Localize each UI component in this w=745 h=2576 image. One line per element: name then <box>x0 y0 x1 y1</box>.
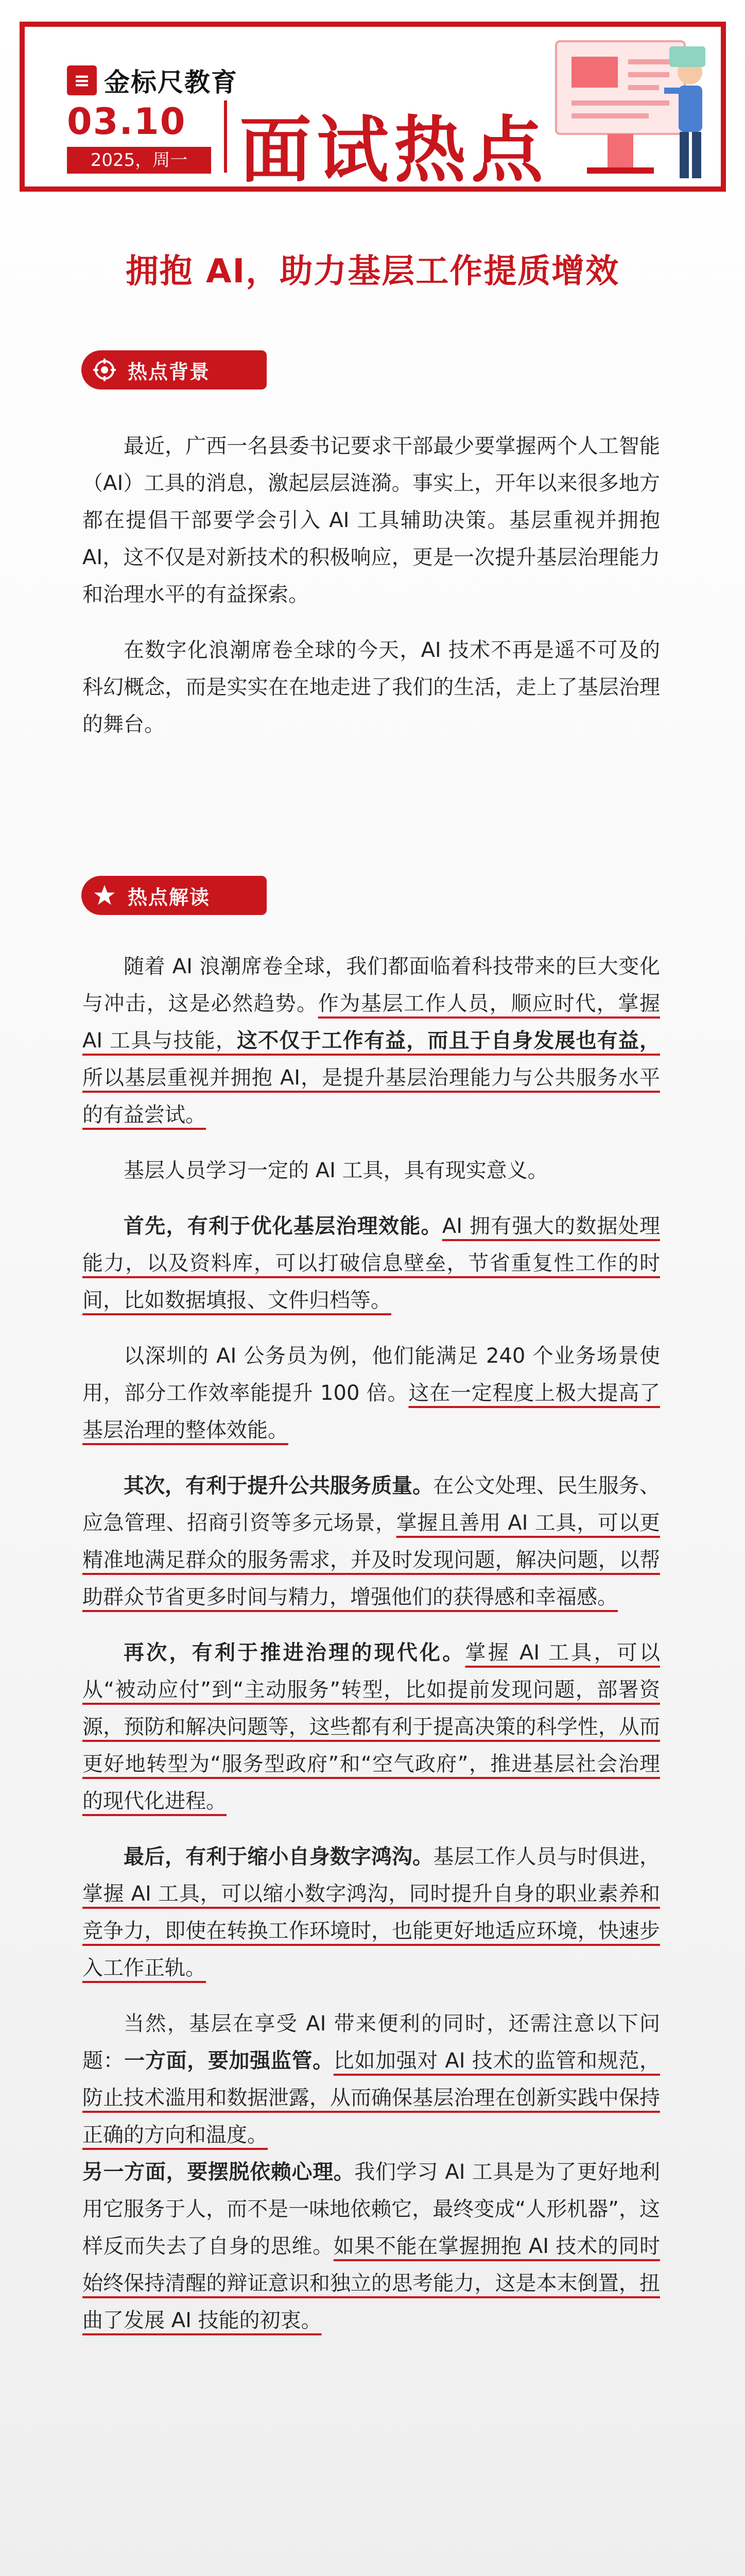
underlined-text: 这在一定程度上极大提高了基层治理的整体效能。 <box>82 1381 661 1442</box>
background-paragraph: 在数字化浪潮席卷全球的今天，AI 技术不再是遥不可及的科幻概念，而是实实在在地走进了我们的生活，走上了基层治理的舞台。 <box>82 638 660 736</box>
text-run: 基层工作人员与时俱进， <box>433 1845 661 1869</box>
article-title: 拥抱 AI，助力基层工作提质增效 <box>125 252 620 291</box>
underlined-text: 所以基层重视并拥抱 AI，是提升基层治理能力与公共服务水平的有益尝试。 <box>82 1066 660 1127</box>
bold-lead: 再次，有利于推进治理的现代化。 <box>124 1641 465 1665</box>
bold-underlined-text: 这不仅于工作有益，而且于自身发展也有益， <box>237 1029 661 1053</box>
analysis-paragraph <box>82 1337 660 1449</box>
underlined-text: 如果不能在掌握拥抱 AI 技术的同时始终保持清醒的辩证意识和独立的思考能力，这是本末倒置，扭曲了发展 AI 技能的初衷。 <box>82 2234 661 2332</box>
analysis-paragraph <box>82 2005 660 2154</box>
issue-date-sub: 2025，周一 <box>67 147 211 174</box>
section-tag-analysis <box>81 876 267 915</box>
underlined-text: 掌握且善用 AI 工具，可以更精准地满足群众的服务需求，并及时发现问题，解决问题，以帮助群众节省更多时间与精力，增强他们的获得感和幸福感。 <box>82 1511 660 1609</box>
section-tag-background <box>81 350 267 389</box>
text-run: 以深圳的 AI 公务员为例，他们能满足 240 个业务场景使用，部分工作效率能提升 100 倍。 <box>82 1344 660 1405</box>
analysis-paragraph <box>82 1634 660 1820</box>
brand-logo <box>67 62 238 99</box>
text-run: 在公文处理、民生服务、应急管理、招商引资等多元场景， <box>82 1474 661 1535</box>
bold-lead: 一方面，要加强监管。 <box>124 2049 334 2073</box>
analysis-paragraph <box>82 2154 660 2339</box>
bold-lead: 首先，有利于优化基层治理效能。 <box>124 1214 442 1238</box>
background-paragraph: 最近，广西一名县委书记要求干部最少要掌握两个人工智能（AI）工具的消息，激起层层涟漪。事实上，开年以来很多地方都在提倡干部要学会引入 AI 工具辅助决策。基层重视并拥抱 AI，这不仅是对新技术的积极响应，更是一次提升基层治理能力和治理水平的有益探索。 <box>82 434 660 606</box>
section-label: 热点解读 <box>128 886 211 909</box>
underlined-text: 掌握 AI 工具，可以从“被动应付”到“主动服务”转型，比如提前发现问题，部署资源，预防和解决问题等，这些都有利于提高决策的科学性，从而更好地转型为“服务型政府”和“空气政府”，推进基层社会治理的现代化进程。 <box>82 1641 661 1813</box>
header-divider <box>224 100 227 173</box>
text-run: 随着 AI 浪潮席卷全球，我们都面临着科技带来的巨大变化与冲击，这是必然趋势。 <box>82 955 660 1015</box>
underlined-text: 比如加强对 AI 技术的监管和规范，防止技术滥用和数据泄露，从而确保基层治理在创新实践中保持正确的方向和温度。 <box>82 2049 661 2147</box>
issue-date: 03.10 <box>67 100 186 143</box>
header-banner <box>0 0 745 216</box>
target-icon <box>81 350 128 389</box>
background-content <box>82 428 660 761</box>
analysis-paragraph <box>82 1467 660 1616</box>
section-label: 热点背景 <box>128 360 211 383</box>
presenter-illustration-icon <box>551 36 716 185</box>
logo-mark-icon: ≡ <box>67 65 97 95</box>
star-icon <box>81 876 128 915</box>
analysis-content <box>82 948 660 2358</box>
bold-lead: 另一方面，要摆脱依赖心理。 <box>82 2160 355 2184</box>
page-title: 面试热点 <box>239 109 549 193</box>
logo-text: 金标尺教育 <box>104 67 238 97</box>
text-run: 当然，基层在享受 AI 带来便利的同时，还需注意以下问题： <box>82 2012 660 2073</box>
analysis-paragraph <box>82 1838 660 1987</box>
underlined-text: AI 拥有强大的数据处理能力，以及资料库，可以打破信息壁垒，节省重复性工作的时间，比如数据填报、文件归档等。 <box>82 1214 660 1312</box>
bold-lead: 其次，有利于提升公共服务质量。 <box>124 1474 434 1498</box>
underlined-text: 掌握 AI 工具，可以缩小数字鸿沟，同时提升自身的职业素养和竞争力，即使在转换工作环境时，也能更好地适应环境，快速步入工作正轨。 <box>82 1882 660 1980</box>
underlined-text: 作为基层工作人员，顺应时代，掌握 AI 工具与技能， <box>82 992 661 1053</box>
analysis-paragraph <box>82 1208 660 1319</box>
text-run: 我们学习 AI 工具是为了更好地利用它服务于人，而不是一味地依赖它，最终变成“人形机器”，这样反而失去了自身的思维。 <box>82 2160 661 2258</box>
analysis-paragraph: 基层人员学习一定的 AI 工具，具有现实意义。 <box>124 1159 548 1182</box>
analysis-paragraph <box>82 948 660 1133</box>
bold-lead: 最后，有利于缩小自身数字鸿沟。 <box>124 1845 434 1869</box>
